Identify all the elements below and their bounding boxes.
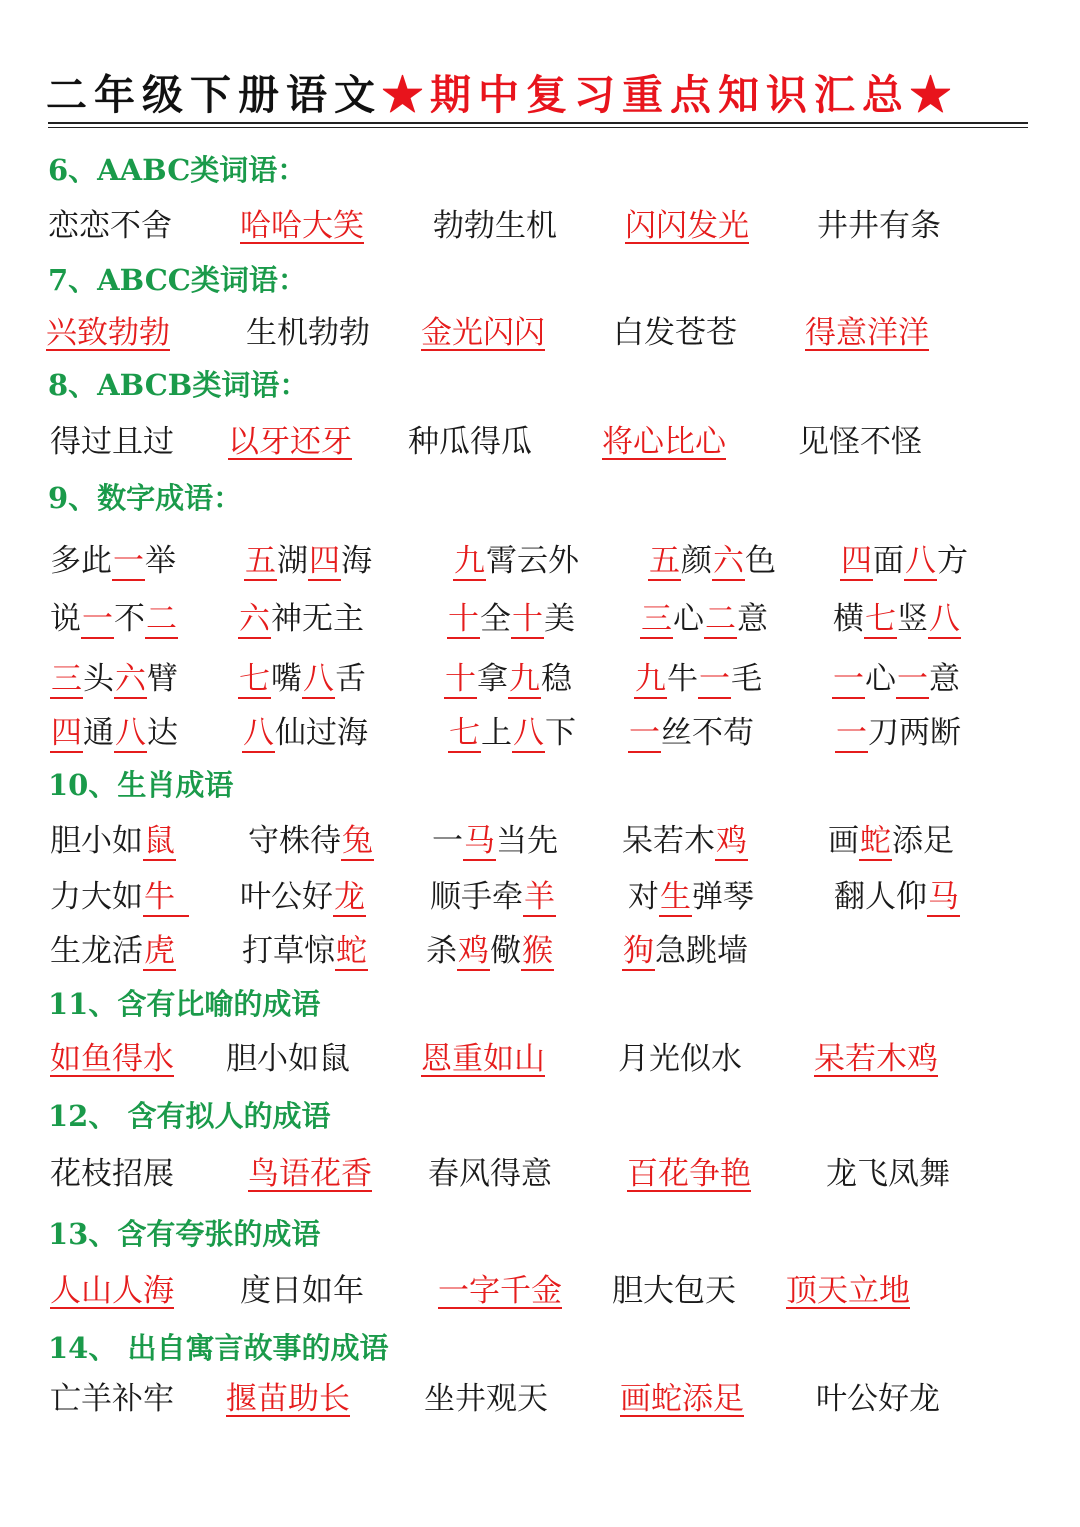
answer-item: 鸟语花香: [248, 1156, 372, 1192]
idiom-item: 叶公好龙: [240, 879, 365, 915]
idiom-item: 九霄云外: [454, 543, 579, 579]
idiom-item: 五湖四海: [245, 543, 372, 579]
section-9-row-4: [0, 712, 1080, 754]
section-10-row-1: [0, 820, 1080, 862]
idiom-item: 六神无主: [239, 601, 364, 637]
idiom-item: 七上八下: [449, 715, 576, 751]
idiom-item: 对生弹琴: [628, 879, 754, 915]
answer-item: 金光闪闪: [421, 315, 545, 351]
idiom-item: 生龙活虎: [50, 933, 175, 969]
idiom-item: 十拿九稳: [445, 661, 572, 697]
word-item: 胆大包天: [612, 1273, 736, 1309]
idiom-item: 七嘴八舌: [239, 661, 366, 697]
idiom-item: 杀鸡儆猴: [426, 933, 553, 969]
idiom-item: 十全十美: [448, 601, 575, 637]
idiom-item: 胆小如鼠: [50, 823, 175, 859]
answer-item: 如鱼得水: [50, 1041, 174, 1077]
idiom-item: 八仙过海: [243, 715, 368, 751]
idiom-item: 三心二意: [641, 601, 768, 637]
section-heading-11: 11、含有比喻的成语: [48, 987, 321, 1021]
word-item: 种瓜得瓜: [408, 424, 532, 460]
section-heading-13: 13、含有夸张的成语: [48, 1217, 321, 1251]
word-item: 胆小如鼠: [226, 1041, 350, 1077]
word-item: 井井有条: [817, 208, 941, 244]
title-rule-thin: [48, 127, 1028, 128]
answer-item: 将心比心: [602, 424, 726, 460]
section-heading-7: 7、ABCC类词语：: [48, 263, 307, 297]
section-9-row-1: [0, 540, 1080, 582]
answer-item: 得意洋洋: [805, 315, 929, 351]
word-item: 坐井观天: [424, 1381, 548, 1417]
idiom-item: 力大如牛: [50, 876, 189, 918]
answer-item: 揠苗助长: [226, 1381, 350, 1417]
section-12-row: [0, 1153, 1080, 1195]
answer-item: 兴致勃勃: [46, 315, 170, 351]
section-9-row-3: [0, 658, 1080, 700]
section-10-row-2: [0, 876, 1080, 918]
word-item: 龙飞凤舞: [826, 1156, 950, 1192]
idiom-item: 横七竖八: [833, 601, 960, 637]
section-heading-8: 8、ABCB类词语：: [48, 368, 309, 402]
section-11-row: [0, 1038, 1080, 1080]
answer-item: 画蛇添足: [620, 1381, 744, 1417]
idiom-item: 九牛一毛: [635, 661, 762, 697]
answer-item: 恩重如山: [421, 1041, 545, 1077]
word-item: 花枝招展: [50, 1156, 174, 1192]
title-topic: ★期中复习重点知识汇总★: [382, 71, 958, 119]
word-item: 度日如年: [240, 1273, 364, 1309]
section-heading-9: 9、数字成语：: [48, 481, 243, 515]
word-item: 叶公好龙: [816, 1381, 940, 1417]
answer-item: 以牙还牙: [228, 424, 352, 460]
idiom-item: 多此一举: [50, 543, 176, 579]
idiom-item: 打草惊蛇: [242, 933, 367, 969]
answer-item: 闪闪发光: [625, 208, 749, 244]
word-item: 见怪不怪: [798, 424, 922, 460]
answer-item: 呆若木鸡: [814, 1041, 938, 1077]
section-13-row: [0, 1270, 1080, 1312]
word-item: 月光似水: [618, 1041, 742, 1077]
section-6-row: [0, 205, 1080, 247]
word-item: 勃勃生机: [433, 208, 557, 244]
section-heading-6: 6、AABC类词语：: [48, 153, 307, 187]
idiom-item: 一丝不苟: [629, 715, 754, 751]
word-item: 得过且过: [50, 424, 174, 460]
idiom-item: 一马当先: [432, 823, 558, 859]
answer-item: 顶天立地: [786, 1273, 910, 1309]
section-8-row: [0, 421, 1080, 463]
idiom-item: 狗急跳墙: [623, 933, 748, 969]
idiom-item: 说一不二: [50, 601, 177, 637]
answer-item: 人山人海: [50, 1273, 174, 1309]
idiom-item: 翻人仰马: [834, 879, 959, 915]
idiom-item: 守株待兔: [248, 823, 373, 859]
idiom-item: 四面八方: [841, 543, 968, 579]
idiom-item: 五颜六色: [649, 543, 776, 579]
section-14-row: [0, 1378, 1080, 1420]
title-rule-thick: [48, 122, 1028, 124]
idiom-item: 一心一意: [833, 661, 960, 697]
idiom-item: 三头六臂: [51, 661, 178, 697]
section-9-row-2: [0, 598, 1080, 640]
page-title: [46, 66, 1036, 124]
section-heading-14: 14、 出自寓言故事的成语: [48, 1331, 389, 1365]
idiom-item: 呆若木鸡: [622, 823, 747, 859]
section-10-row-3: [0, 930, 1080, 972]
word-item: 春风得意: [428, 1156, 552, 1192]
word-item: 亡羊补牢: [50, 1381, 174, 1417]
word-item: 生机勃勃: [246, 315, 370, 351]
word-item: 白发苍苍: [613, 315, 737, 351]
answer-item: 一字千金: [438, 1273, 562, 1309]
idiom-item: 画蛇添足: [828, 823, 954, 859]
idiom-item: 四通八达: [51, 715, 178, 751]
idiom-item: 一刀两断: [836, 715, 961, 751]
section-7-row: [0, 312, 1080, 354]
answer-item: 百花争艳: [627, 1156, 751, 1192]
title-grade: 二年级下册语文: [46, 71, 382, 119]
section-heading-10: 10、生肖成语: [48, 768, 234, 802]
answer-item: 哈哈大笑: [240, 208, 364, 244]
word-item: 恋恋不舍: [48, 208, 172, 244]
idiom-item: 顺手牵羊: [430, 879, 555, 915]
section-heading-12: 12、 含有拟人的成语: [48, 1099, 331, 1133]
